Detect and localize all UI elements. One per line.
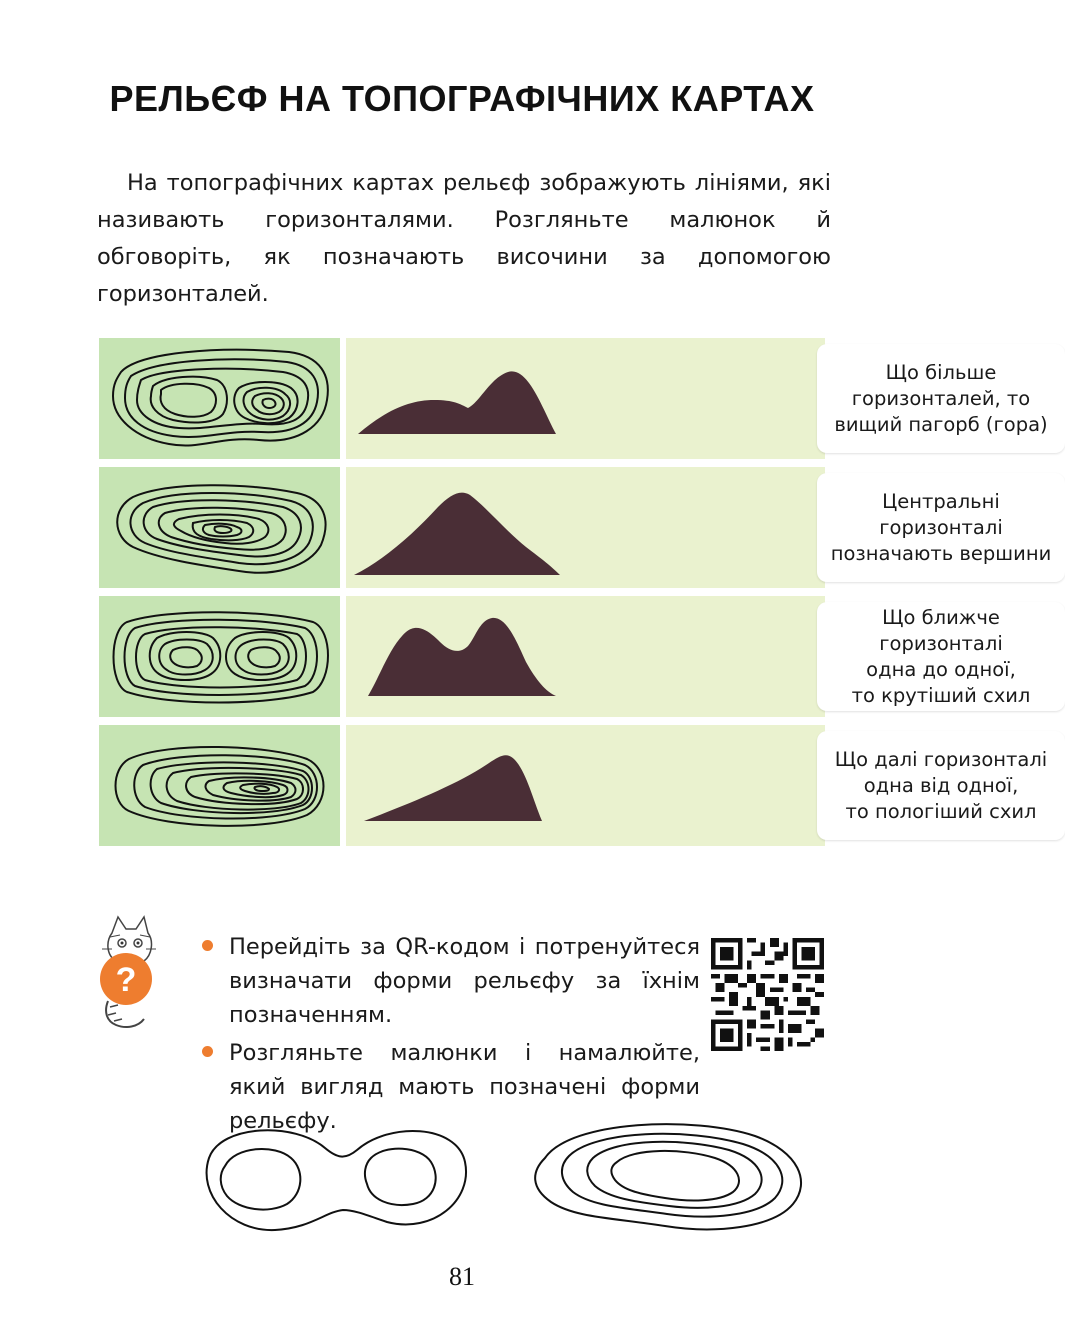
explanation-note bbox=[817, 473, 1065, 582]
note-text: Центральні горизонталі позначають вершини bbox=[830, 489, 1052, 565]
contour-map-cell bbox=[99, 596, 340, 717]
contour-map-steep bbox=[99, 596, 340, 717]
cat-with-question-mark-icon bbox=[96, 915, 162, 1030]
profile-cell bbox=[346, 338, 1048, 459]
explanation-note bbox=[817, 731, 1065, 840]
steep-profile bbox=[346, 596, 825, 717]
page-number: 81 bbox=[449, 1262, 475, 1291]
note-text: Що ближче горизонталі одна до одної, то крутіший схил bbox=[851, 605, 1031, 707]
peak-profile bbox=[346, 467, 825, 588]
table-row bbox=[99, 338, 1048, 459]
contour-table bbox=[99, 338, 1052, 846]
note-text: Що далі горизонталі одна від одної, то пологіший схил bbox=[834, 747, 1048, 823]
contour-map-single-peak bbox=[99, 467, 340, 588]
contour-map-cell bbox=[99, 467, 340, 588]
note-text: Що більше горизонталей, то вищий пагорб (гора) bbox=[834, 360, 1048, 436]
task-text: Розгляньте малюнки і намалюйте, який вигляд мають позначені форми рельєфу. bbox=[229, 1040, 700, 1134]
contour-map-cell bbox=[99, 338, 340, 459]
contour-map-two-hills bbox=[99, 338, 340, 459]
bullet-icon bbox=[202, 1046, 213, 1057]
contour-map-cell bbox=[99, 725, 340, 846]
task-text: Перейдіть за QR-кодом і потренуйтеся визначати форми рельєфу за їхнім позначенням. bbox=[229, 934, 700, 1028]
exercise-contour-drawings bbox=[195, 1118, 835, 1238]
intro-paragraph bbox=[97, 165, 831, 313]
explanation-note bbox=[817, 344, 1065, 453]
table-row bbox=[99, 725, 1048, 846]
table-row bbox=[99, 596, 1031, 717]
bullet-icon bbox=[202, 940, 213, 951]
explanation-note bbox=[817, 602, 1065, 711]
gentle-profile bbox=[346, 725, 825, 846]
table-row bbox=[99, 467, 1052, 588]
list-item bbox=[200, 930, 700, 1032]
svg-text:?: ? bbox=[115, 961, 137, 999]
page-title: РЕЛЬЄФ НА ТОПОГРАФІЧНИХ КАРТАХ bbox=[109, 78, 815, 119]
hill-profile bbox=[346, 338, 825, 459]
profile-cell bbox=[346, 467, 1052, 588]
profile-cell bbox=[346, 596, 1031, 717]
qr-code-icon[interactable] bbox=[711, 937, 824, 1052]
profile-cell bbox=[346, 725, 1048, 846]
task-list bbox=[200, 930, 700, 1142]
intro-text: На топографічних картах рельєф зображують лініями, які називають горизонталями. Розгляньте малюнок й обговоріть, як позначають височини за допомогою горизонталей. bbox=[97, 170, 831, 307]
hill-contour-drawing bbox=[535, 1124, 801, 1229]
contour-map-gentle bbox=[99, 725, 340, 846]
saddle-contour-drawing bbox=[207, 1130, 466, 1230]
